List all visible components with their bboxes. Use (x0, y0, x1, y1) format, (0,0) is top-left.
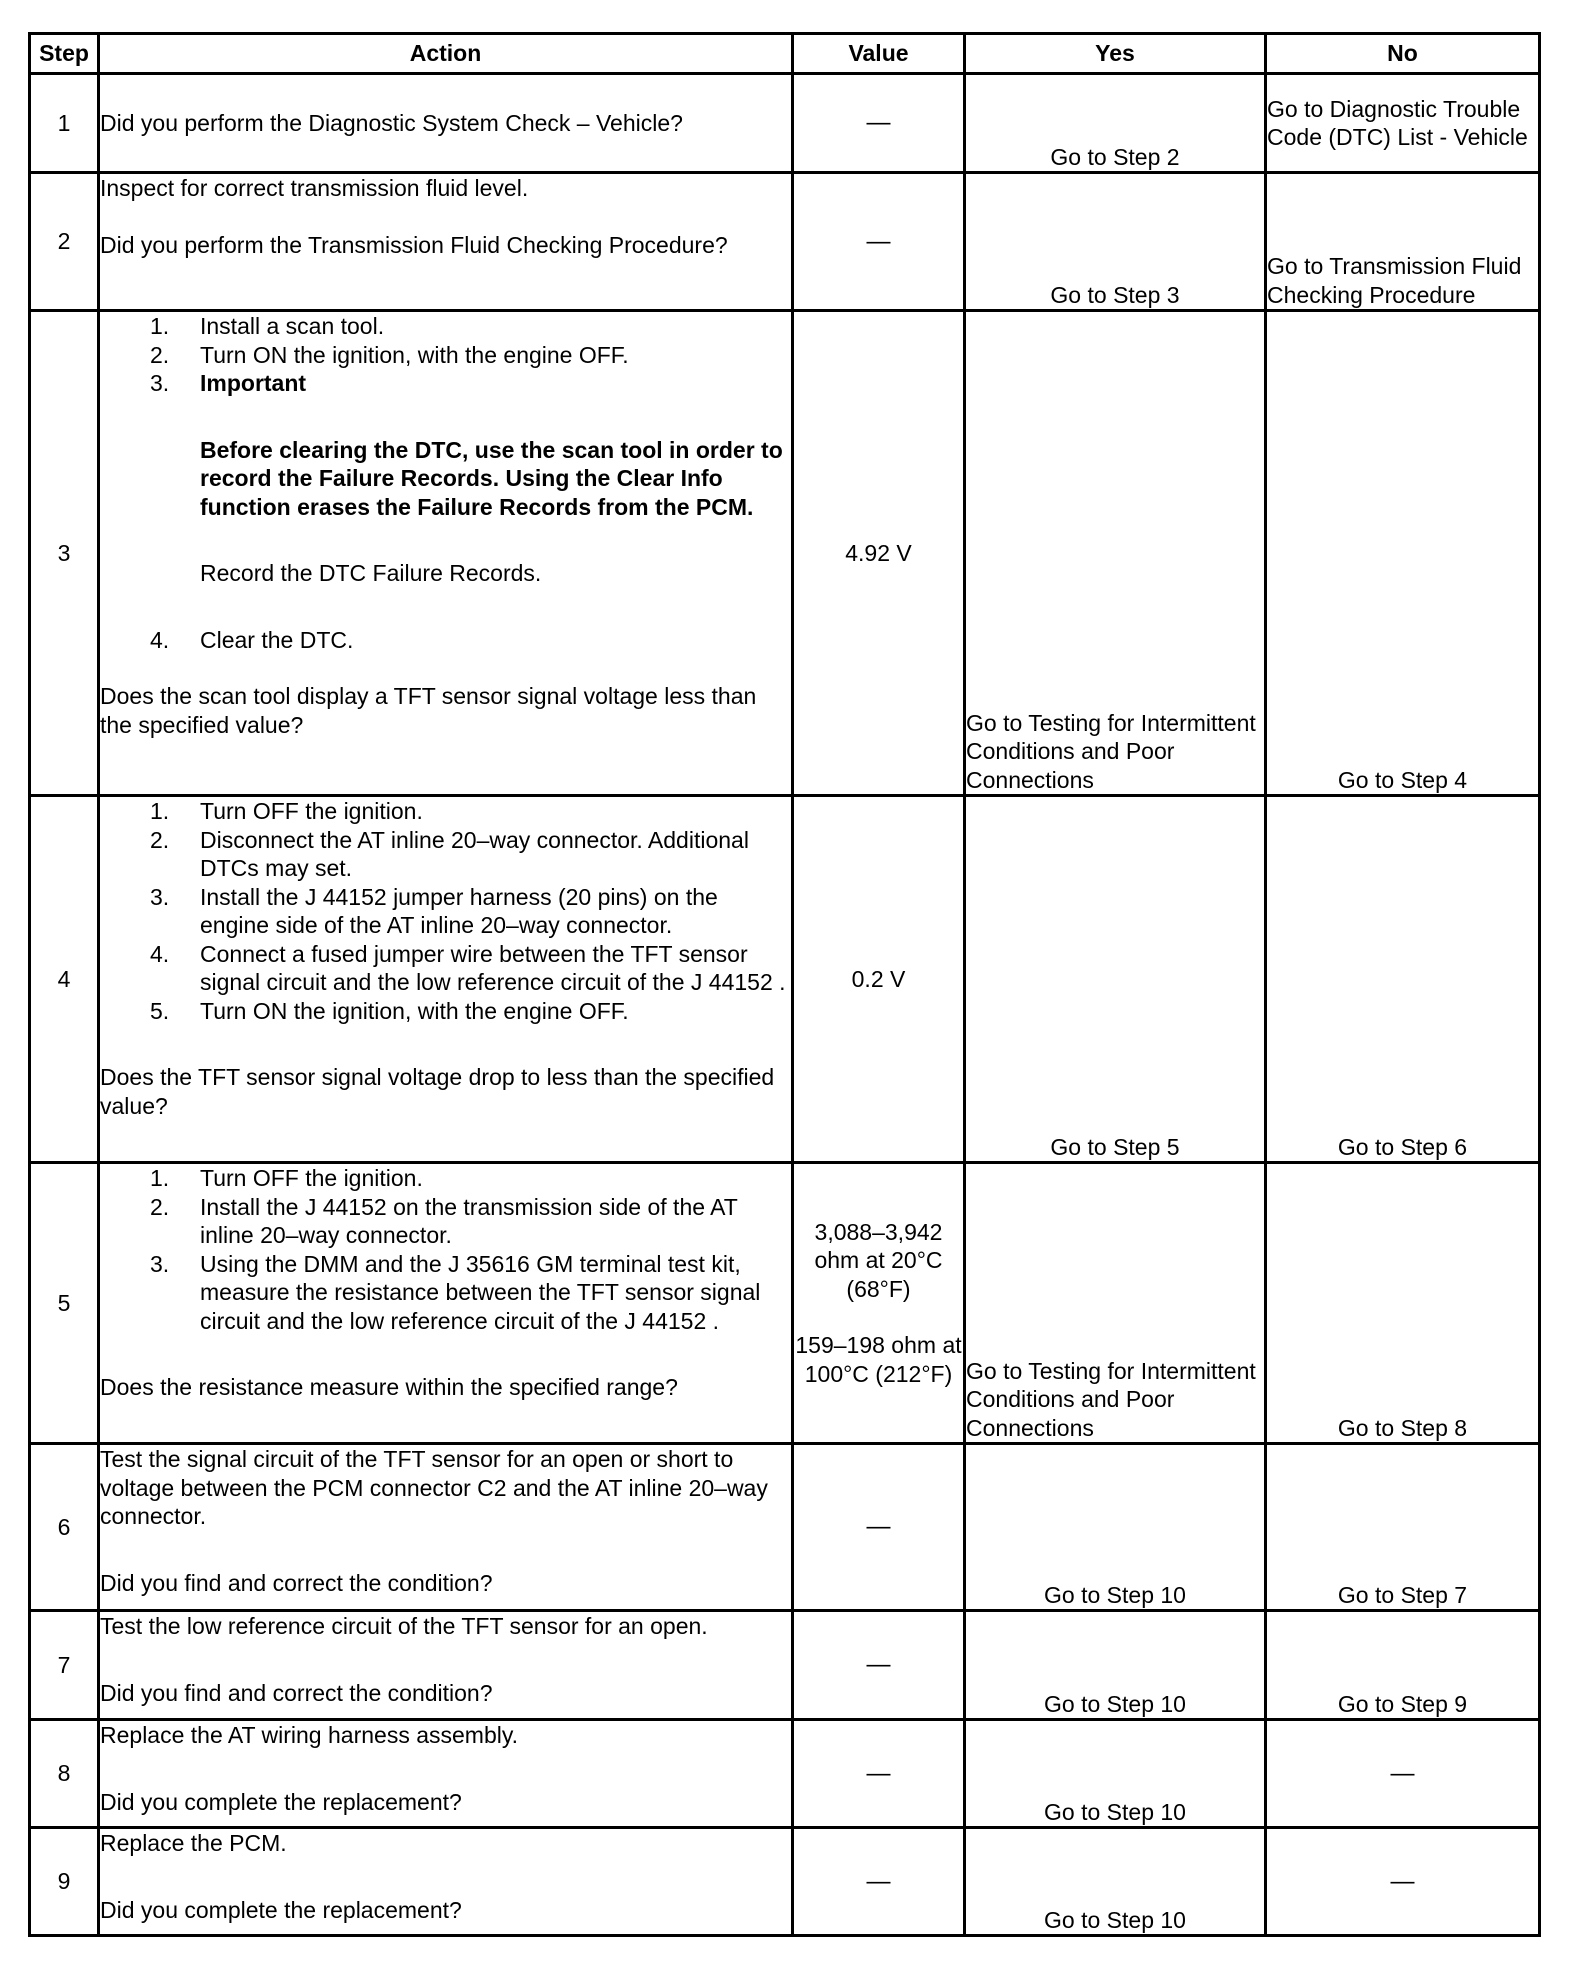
action-steps-list (100, 1164, 791, 1335)
list-item-number: 5. (150, 997, 170, 1024)
value-cell (793, 74, 965, 173)
value-cell (793, 1163, 965, 1444)
header-step: Step (30, 34, 99, 74)
action-question: Did you perform the Diagnostic System Check – Vehicle? (100, 109, 683, 136)
table-row-step-9 (30, 1828, 1540, 1936)
list-item-text: Disconnect the AT inline 20–way connector. Additional DTCs may set. (200, 826, 749, 881)
step-number: 5 (30, 1163, 99, 1444)
list-item-text: Turn ON the ignition, with the engine OFF. (200, 341, 629, 368)
table-row-step-4 (30, 796, 1540, 1163)
table-row-step-2 (30, 173, 1540, 311)
list-item-text: Connect a fused jumper wire between the TFT sensor signal circuit and the low reference circuit of the J 44152 . (200, 940, 786, 995)
action-cell (99, 1828, 793, 1936)
value-text: — (866, 1759, 891, 1787)
list-item-text: Turn OFF the ignition. (200, 798, 423, 824)
value-text: 0.2 V (851, 965, 906, 992)
step-number: 8 (30, 1720, 99, 1828)
step-number: 2 (30, 173, 99, 311)
list-item-text: Using the DMM and the J 35616 GM terminal test kit, measure the resistance between the TFT sensor signal circuit and the low reference circuit of the J 44152 . (200, 1250, 761, 1334)
action-intro: Test the signal circuit of the TFT sensor for an open or short to voltage between the PCM connector C2 and the AT inline 20–way connector. (100, 1446, 768, 1529)
step-number: 9 (30, 1828, 99, 1936)
no-cell: Go to Step 6 (1266, 796, 1540, 1163)
step-number: 3 (30, 311, 99, 796)
list-item-number: 2. (150, 341, 170, 368)
header-value: Value (793, 34, 965, 74)
step-number: 1 (30, 74, 99, 173)
value-text: — (866, 1651, 891, 1679)
list-item (100, 1193, 791, 1250)
table-row-step-5 (30, 1163, 1540, 1444)
yes-cell: Go to Testing for Intermittent Conditions and Poor Connections (965, 311, 1266, 796)
value-cell (793, 1444, 965, 1611)
action-question: Did you perform the Transmission Fluid Checking Procedure? (100, 231, 728, 258)
value-text-secondary: 159–198 ohm at 100°C (212°F) (795, 1332, 962, 1387)
action-cell (99, 1163, 793, 1444)
diagnostic-page (28, 32, 1541, 1937)
no-cell: Go to Step 7 (1266, 1444, 1540, 1611)
yes-cell: Go to Step 10 (965, 1828, 1266, 1936)
value-text: 3,088–3,942 ohm at 20°C (68°F) (814, 1218, 943, 1302)
list-item-text: Install the J 44152 on the transmission side of the AT inline 20–way connector. (200, 1193, 738, 1248)
important-heading: Important (200, 370, 307, 396)
list-item-number: 2. (150, 1193, 170, 1220)
table-row-step-8 (30, 1720, 1540, 1828)
yes-cell: Go to Step 5 (965, 796, 1266, 1163)
list-item (100, 312, 791, 341)
important-note: Before clearing the DTC, use the scan tool in order to record the Failure Records. Using the Clear Info function erases the Failure Records from the PCM. (200, 436, 783, 520)
list-item-number: 3. (150, 883, 170, 910)
list-item-number: 1. (150, 313, 170, 339)
list-item-number: 1. (150, 798, 170, 824)
list-item (100, 797, 791, 826)
value-text: — (866, 227, 891, 255)
header-yes: Yes (965, 34, 1266, 74)
value-cell (793, 1828, 965, 1936)
no-text: — (1390, 1867, 1415, 1895)
yes-cell: Go to Step 10 (965, 1611, 1266, 1720)
list-item (100, 626, 791, 655)
list-item-number: 4. (150, 940, 170, 967)
list-item (100, 1164, 791, 1193)
value-cell (793, 173, 965, 311)
value-text: — (866, 1867, 891, 1895)
action-cell (99, 1444, 793, 1611)
action-question: Did you find and correct the condition? (100, 1569, 493, 1596)
action-cell (99, 74, 793, 173)
value-cell (793, 1611, 965, 1720)
yes-cell: Go to Step 2 (965, 74, 1266, 173)
no-cell: Go to Step 8 (1266, 1163, 1540, 1444)
no-cell: Go to Transmission Fluid Checking Procedure (1266, 173, 1540, 311)
step-number: 7 (30, 1611, 99, 1720)
list-item-text: Turn OFF the ignition. (200, 1165, 423, 1191)
no-cell: Go to Diagnostic Trouble Code (DTC) List - Vehicle (1266, 74, 1540, 173)
diagnostic-table (28, 32, 1541, 1937)
table-row-step-6 (30, 1444, 1540, 1611)
list-item (100, 883, 791, 940)
header-action: Action (99, 34, 793, 74)
list-item-number: 4. (150, 626, 170, 653)
value-cell (793, 796, 965, 1163)
value-cell (793, 1720, 965, 1828)
action-cell (99, 796, 793, 1163)
action-intro: Inspect for correct transmission fluid level. (100, 175, 529, 201)
list-item-number: 1. (150, 1165, 170, 1191)
step-number: 6 (30, 1444, 99, 1611)
action-question: Did you complete the replacement? (100, 1896, 462, 1923)
list-item-number: 2. (150, 826, 170, 853)
value-cell (793, 311, 965, 796)
yes-cell: Go to Step 10 (965, 1444, 1266, 1611)
no-cell (1266, 1828, 1540, 1936)
header-no: No (1266, 34, 1540, 74)
list-item-number: 3. (150, 370, 170, 396)
yes-cell: Go to Testing for Intermittent Conditions and Poor Connections (965, 1163, 1266, 1444)
list-item-text: Install a scan tool. (200, 313, 385, 339)
action-question: Does the resistance measure within the specified range? (100, 1374, 678, 1400)
list-item (100, 1250, 791, 1336)
list-item-text: Record the DTC Failure Records. (200, 560, 542, 586)
action-intro: Replace the AT wiring harness assembly. (100, 1722, 519, 1748)
step-number: 4 (30, 796, 99, 1163)
no-cell: Go to Step 4 (1266, 311, 1540, 796)
list-item (100, 341, 791, 370)
value-text: 4.92 V (845, 539, 912, 566)
action-intro: Test the low reference circuit of the TFT sensor for an open. (100, 1613, 708, 1639)
value-text: — (866, 109, 891, 137)
no-text: — (1390, 1759, 1415, 1787)
list-item-number: 3. (150, 1250, 170, 1277)
action-question: Did you complete the replacement? (100, 1788, 462, 1815)
table-row-step-7 (30, 1611, 1540, 1720)
list-item (100, 940, 791, 997)
list-item-text: Install the J 44152 jumper harness (20 pins) on the engine side of the AT inline 20–way connector. (200, 883, 718, 938)
yes-cell: Go to Step 3 (965, 173, 1266, 311)
table-row-step-1 (30, 74, 1540, 173)
action-cell (99, 1611, 793, 1720)
action-cell (99, 173, 793, 311)
action-question: Does the scan tool display a TFT sensor signal voltage less than the specified value? (100, 683, 757, 738)
action-cell (99, 311, 793, 796)
no-cell (1266, 1720, 1540, 1828)
list-item-text: Turn ON the ignition, with the engine OFF. (200, 997, 629, 1024)
action-question: Did you find and correct the condition? (100, 1679, 493, 1706)
action-question: Does the TFT sensor signal voltage drop to less than the specified value? (100, 1064, 775, 1119)
action-steps-list (100, 312, 791, 654)
action-steps-list (100, 797, 791, 1025)
table-row-step-3 (30, 311, 1540, 796)
action-cell (99, 1720, 793, 1828)
yes-cell: Go to Step 10 (965, 1720, 1266, 1828)
list-item (100, 369, 791, 626)
header-row (30, 34, 1540, 74)
no-cell: Go to Step 9 (1266, 1611, 1540, 1720)
value-text: — (866, 1513, 891, 1541)
list-item (100, 826, 791, 883)
list-item (100, 997, 791, 1026)
list-item-text: Clear the DTC. (200, 626, 354, 653)
action-intro: Replace the PCM. (100, 1830, 287, 1856)
